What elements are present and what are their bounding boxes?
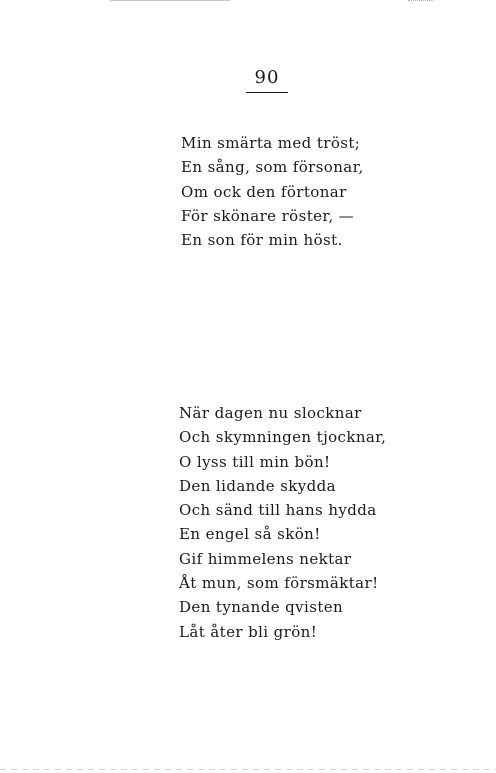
scan-edge-bottom [0,769,496,770]
verse-line: En engel så skön! [179,525,321,544]
verse-line: En sång, som försonar, [181,158,364,177]
scan-edge-top [110,0,230,1]
scan-corner-mark [408,0,434,9]
verse-line: Och sänd till hans hydda [179,501,377,520]
verse-line: När dagen nu slocknar [179,404,362,422]
verse-line: Och skymningen tjocknar, [179,428,387,447]
page-number: 90 [254,67,280,88]
verse-line: Den tynande qvisten [179,598,344,617]
verse-line: Min smärta med tröst; [181,134,361,152]
stanza-1 [181,131,364,252]
verse-line: Om ock den förtonar [181,182,347,201]
stanza-2 [179,401,386,644]
page-number-rule [246,92,288,93]
verse-line: Den lidande skydda [179,476,336,495]
verse-line: Låt åter bli grön! [179,622,318,641]
verse-line: En son för min höst. [181,231,343,250]
verse-line: Gif himmelens nektar [179,549,352,568]
verse-line: För skönare röster, — [181,206,355,225]
verse-line: Åt mun, som försmäktar! [179,574,379,593]
verse-line: O lyss till min bön! [179,452,331,471]
